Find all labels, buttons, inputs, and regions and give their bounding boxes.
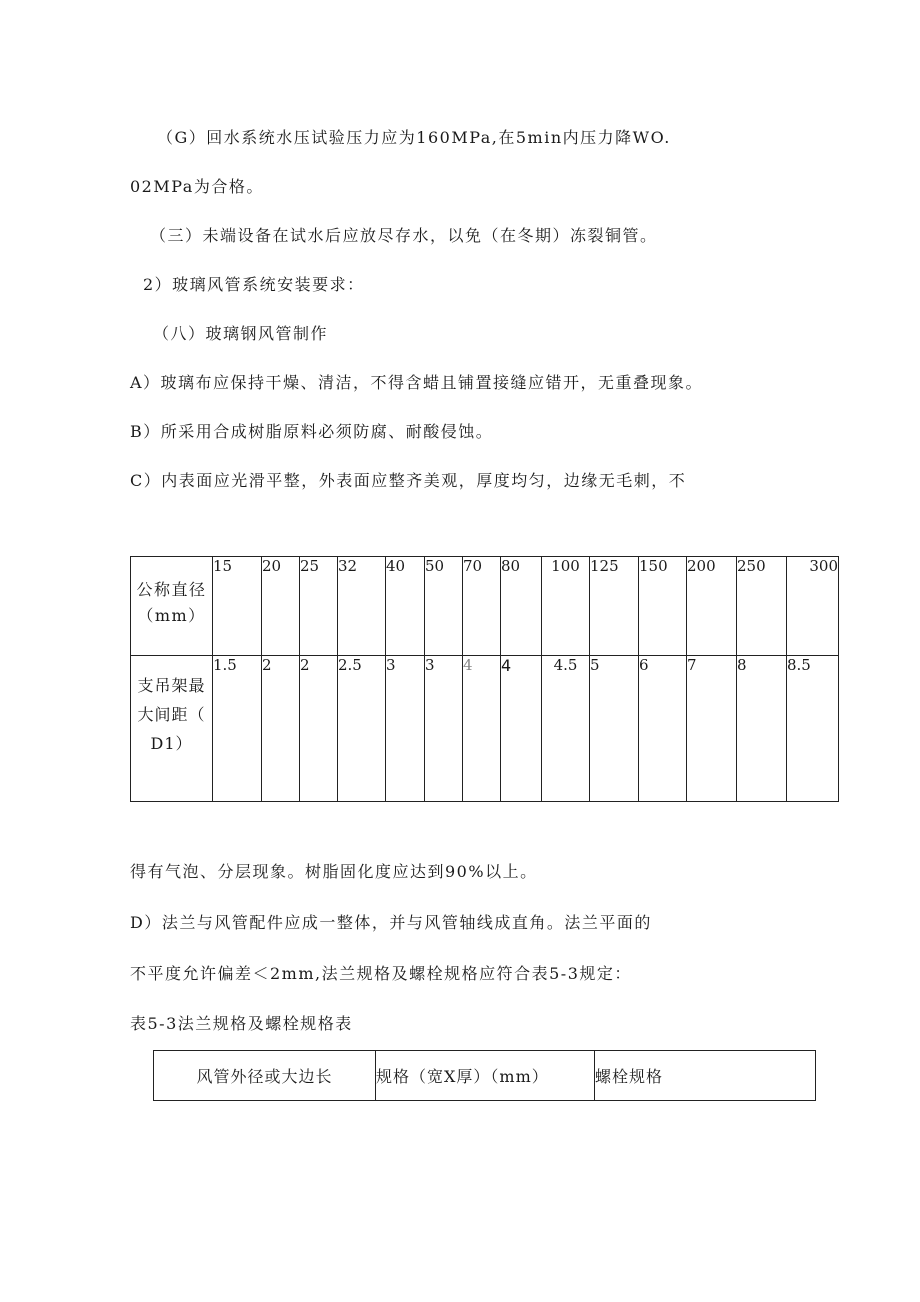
table-cell: 25 [300,557,338,656]
table-cell: 2 [300,656,338,802]
table-cell: 3 [425,656,463,802]
table-cell: 3 [386,656,425,802]
paragraph-d-cont: 不平度允许偏差＜2mm,法兰规格及螺栓规格应符合表5-3规定： [130,964,632,983]
table-cell: 200 [687,557,737,656]
table-cell: 20 [262,557,300,656]
header-cell-bolt-spec: 螺栓规格 [595,1051,816,1101]
paragraph-three: （三）未端设备在试水后应放尽存水，以免（在冬期）冻裂铜管。 [150,226,658,245]
table-cell: 50 [425,557,463,656]
table-cell: 2 [262,656,300,802]
table-row-diameter [131,557,839,656]
table-cell: 15 [213,557,262,656]
table-cell: 4 [501,656,542,802]
table-cell: 8.5 [787,656,839,802]
table-cell: 1.5 [213,656,262,802]
table-cell: 100 [542,557,590,656]
header-cell-flange-spec: 规格（宽X厚）（mm） [376,1051,595,1101]
header-cell-spacing: 支吊架最 大间距（ D1） [131,656,213,802]
table-cell: 4 [463,656,501,802]
table-cell: 40 [386,557,425,656]
paragraph-c-cont: 得有气泡、分层现象。树脂固化度应达到90%以上。 [130,862,538,881]
table-cell: 150 [639,557,687,656]
paragraph-g: （G）回水系统水压试验压力应为160MPa,在5min内压力降WO. [157,128,671,147]
table-header-row [154,1051,816,1101]
table-cell: 7 [687,656,737,802]
paragraph-eight: （八）玻璃钢风管制作 [153,324,329,343]
table-cell: 32 [338,557,386,656]
paragraph-c: C）内表面应光滑平整，外表面应整齐美观，厚度均匀，边缘无毛刺，不 [130,471,687,490]
table-cell: 300 [787,557,839,656]
table-cell: 6 [639,656,687,802]
section-heading-fiberglass: 2）玻璃风管系统安装要求： [143,275,365,294]
table-cell: 250 [737,557,787,656]
table-cell: 8 [737,656,787,802]
flange-spec-table [153,1050,816,1101]
paragraph-a: A）玻璃布应保持干燥、清洁，不得含蜡且铺置接缝应错开，无重叠现象。 [130,373,704,392]
table-cell: 80 [501,557,542,656]
paragraph-b: B）所采用合成树脂原料必须防腐、耐酸侵蚀。 [130,422,494,441]
paragraph-g-cont: 02MPa为合格。 [130,177,264,196]
table-row-spacing [131,656,839,802]
table-cell: 125 [590,557,639,656]
header-cell-duct-size: 风管外径或大边长 [154,1051,376,1101]
table-cell: 2.5 [338,656,386,802]
paragraph-d: D）法兰与风管配件应成一整体，并与风管轴线成直角。法兰平面的 [130,913,652,932]
support-spacing-table [130,556,839,802]
table-caption: 表5-3法兰规格及螺栓规格表 [130,1014,353,1033]
table-cell: 70 [463,557,501,656]
table-cell: 4.5 [542,656,590,802]
table-cell: 5 [590,656,639,802]
header-cell-diameter: 公称直径 （mm） [131,557,213,656]
